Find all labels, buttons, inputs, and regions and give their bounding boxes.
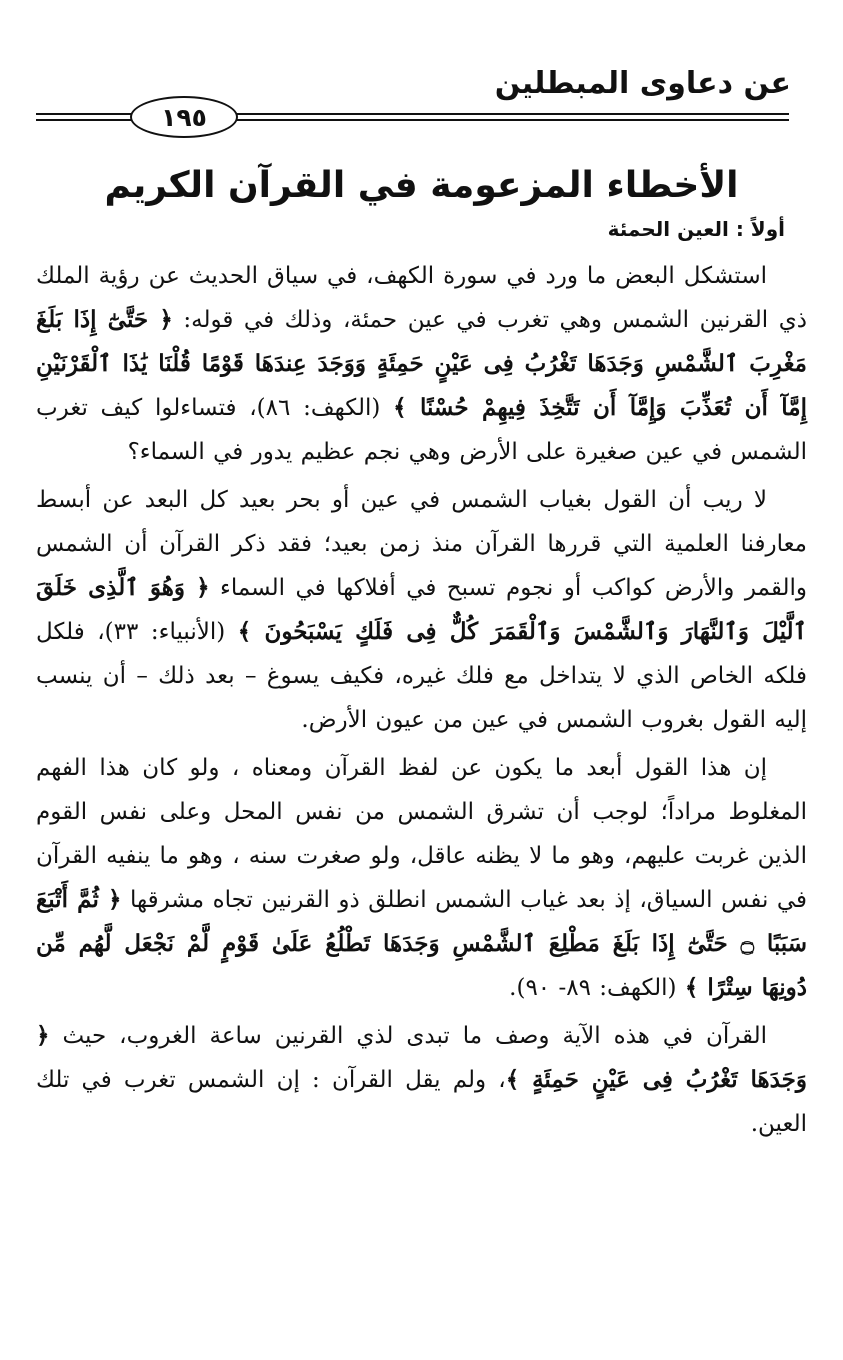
paragraph-2-text-1: لا ريب أن القول بغياب الشمس في عين أو بحر بعيد كل البعد عن أبسط معارفنا العلمية التي قررها القرآن منذ زمن بعيد؛ فقد ذكر القرآن أن الشمس والقمر والأرض كواكب أو نجوم تسبح في أفلاكها في السماء [36, 487, 807, 601]
paragraph-1-text-1: استشكل البعض ما ورد في سورة الكهف، في سياق الحديث عن رؤية الملك ذي القرنين الشمس وهي تغرب في عين حمئة، وذلك في قوله: [36, 263, 807, 333]
paragraph-4-text-1: القرآن في هذه الآية وصف ما تبدى لذي القرنين ساعة الغروب، حيث [49, 1023, 767, 1049]
paragraph-2 [36, 478, 807, 742]
paragraph-3-text-1: إن هذا القول أبعد ما يكون عن لفظ القرآن ومعناه ، ولو كان هذا الفهم المغلوط مراداً؛ لوجب أن تشرق الشمس من نفس المحل وعلى نفس القوم الذين غربت عليهم، وهو ما لا يظنه عاقل، ولو صغرت سنه ، وهو ما ينفيه القرآن في نفس السياق، إذ بعد غياب الشمس انطلق ذو القرنين تجاه مشرقها [36, 755, 807, 913]
paragraph-4 [36, 1014, 807, 1146]
body-text [36, 254, 807, 1150]
running-title: عن دعاوى المبطلين [494, 66, 791, 101]
quran-verse-fragment: ﴿ وَجَدَهَا تَغْرُبُ فِى عَيْنٍ حَمِئَةٍ ﴾ [36, 1022, 807, 1093]
paragraph-1 [36, 254, 807, 474]
paragraph-3-text-2: (الكهف: ٨٩- ٩٠). [509, 975, 685, 1001]
paragraph-1-text-2: (الكهف: ٨٦)، فتساءلوا كيف تغرب الشمس في عين صغيرة على الأرض وهي نجم عظيم يدور في السماء؟ [36, 395, 807, 465]
paragraph-2-text-2: (الأنبياء: ٣٣)، فلكل فلكه الخاص الذي لا يتداخل مع فلك غيره، فكيف يسوغ – بعد ذلك – أن ينسب إليه القول بغروب الشمس في عين من عيون الأرض. [36, 619, 807, 733]
paragraph-3 [36, 746, 807, 1010]
paragraph-4-text-2: ، ولم يقل القرآن : إن الشمس تغرب في تلك العين. [36, 1067, 807, 1137]
quran-verse-kahf-89-90: ﴿ ثُمَّ أَتْبَعَ سَبَبًا ۝ حَتَّىٰٓ إِذَا بَلَغَ مَطْلِعَ ٱلشَّمْسِ وَجَدَهَا تَطْلُعُ عَلَىٰ قَوْمٍ لَّمْ نَجْعَل لَّهُم مِّن دُونِهَا سِتْرًا ﴾ [36, 886, 807, 1001]
quran-verse-anbiya-33: ﴿ وَهُوَ ٱلَّذِى خَلَقَ ٱلَّيْلَ وَٱلنَّهَارَ وَٱلشَّمْسَ وَٱلْقَمَرَ كُلٌّ فِى فَلَكٍ يَسْبَحُونَ ﴾ [36, 574, 807, 645]
chapter-title: الأخطاء المزعومة في القرآن الكريم [104, 165, 739, 206]
quran-verse-kahf-86: ﴿ حَتَّىٰٓ إِذَا بَلَغَ مَغْرِبَ ٱلشَّمْسِ وَجَدَهَا تَغْرُبُ فِى عَيْنٍ حَمِئَةٍ وَوَجَدَ عِندَهَا قَوْمًا قُلْنَا يَٰذَا ٱلْقَرْنَيْنِ إِمَّآ أَن تُعَذِّبَ وَإِمَّآ أَن تَتَّخِذَ فِيهِمْ حُسْنًا ﴾ [36, 306, 807, 421]
section-heading: أولاً : العين الحمئة [607, 217, 785, 241]
page-number: ١٩٥ [130, 96, 238, 138]
